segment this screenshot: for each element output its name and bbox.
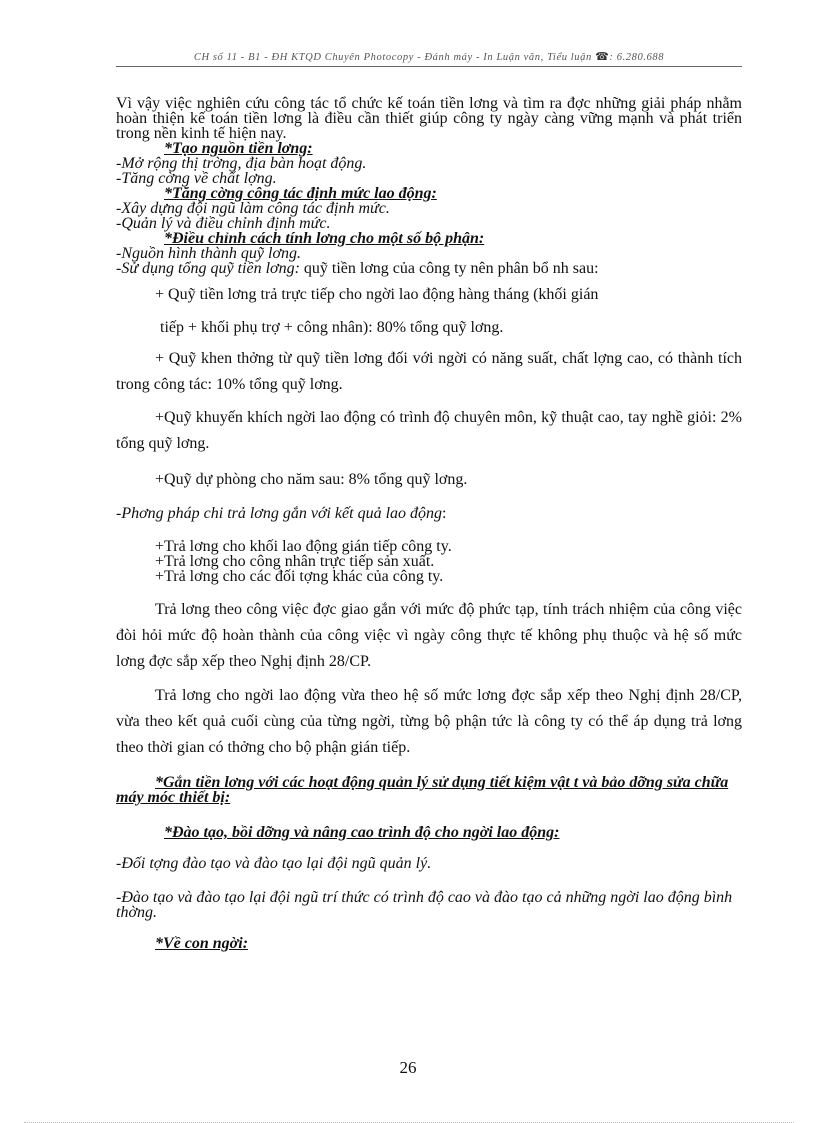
page-header [116,50,742,64]
list-item [116,261,742,276]
telephone-icon: ☎ [595,51,610,63]
header-text: CH số 11 - B1 - ĐH KTQD Chuyên Photocopy - Đánh máy - In Luận văn, Tiểu luận [193,52,592,63]
heading-salary-source: *Tạo nguồn tiền lơng: [164,140,313,157]
fund-item: + Quỹ khen thởng từ quỹ tiền lơng đối với ngời có năng suất, chất lợng cao, có thành tích trong công tác: 10% tổng quỹ lơng. [116,350,742,393]
fund-item: +Quỹ khuyến khích ngời lao động có trình độ chuyên môn, kỹ thuật cao, tay nghề giỏi: 2% tổng quỹ lơng. [116,409,742,452]
payment-item: +Trả lơng cho các đối tợng khác của công ty. [155,568,444,585]
payment-item: +Trả lơng cho công nhân trực tiếp sản xuất. [155,553,435,570]
method-heading [116,504,742,524]
page-number: 26 [399,1058,417,1077]
heading-training: *Đào tạo, bồi dỡng và nâng cao trình độ cho ngời lao động: [164,824,560,841]
intro-paragraph: Vì vậy việc nghiên cứu công tác tổ chức kế toán tiền lơng và tìm ra đợc những giải pháp nhằm hoàn thiện kế toán tiền lơng là điều cần thiết giúp công ty ngày càng vững mạnh và phát triển trong nền kinh tế hiện nay. [116,95,742,142]
heading-people: *Về con ngời: [155,935,249,952]
list-item-rest: quỹ tiền lơng của công ty nên phân bổ nh sau: [299,260,599,277]
fund-item: +Quỹ dự phòng cho năm sau: 8% tổng quỹ lơng. [155,471,468,488]
list-item: -Mở rộng thị trờng, địa bàn hoạt động. [116,155,367,172]
fund-item: + Quỹ tiền lơng trả trực tiếp cho ngời lao động hàng tháng (khối gián [155,286,599,303]
method-heading-colon: : [442,505,447,522]
header-phone: : 6.280.688 [609,52,665,63]
list-item: -Xây dựng đội ngũ làm công tác định mức. [116,200,390,217]
worker-paragraph: Trả lơng cho ngời lao động vừa theo hệ số mức lơng đợc sắp xếp theo Nghị định 28/CP, vừa theo kết quả cuối cùng của từng ngời, từng bộ phận tức là công ty có thể áp dụng trả lơng theo thời gian có thởng cho bộ phận gián tiếp. [116,687,742,756]
heading-link-management: *Gắn tiền lơng với các hoạt động quản lý sử dụng tiết kiệm vật t và bảo dỡng sửa chữa máy móc thiết bị: [116,774,729,806]
list-item: -Tăng cờng về chất lợng. [116,170,277,187]
list-item: -Quản lý và điều chỉnh định mức. [116,215,331,232]
list-item: -Nguồn hình thành quỹ lơng. [116,245,301,262]
list-item: -Đào tạo và đào tạo lại đội ngũ trí thức có trình độ cao và đào tạo cả những ngời lao động bình thờng. [116,889,733,921]
fund-item-continued: tiếp + khối phụ trợ + công nhân): 80% tổng quỹ lơng. [160,319,504,336]
page-body [116,96,742,954]
list-item: -Đối tợng đào tạo và đào tạo lại đội ngũ quản lý. [116,855,432,872]
heading-labor-norm: *Tăng cờng công tác định mức lao động: [164,185,437,202]
work-paragraph: Trả lơng theo công việc đợc giao gắn với mức độ phức tạp, tính trách nhiệm của công việc đòi hỏi mức độ hoàn thành của công việc vì ngày công thực tế không phụ thuộc và hệ số mức lơng đợc sắp xếp theo Nghị định 28/CP. [116,601,742,670]
list-item-lead: -Sử dụng tổng quỹ tiền lơng: [116,260,300,277]
header-rule [116,66,742,67]
payment-item: +Trả lơng cho khối lao động gián tiếp công ty. [155,538,452,555]
heading-salary-adjust: *Điều chỉnh cách tính lơng cho một số bộ phận: [164,230,485,247]
method-heading-text: -Phơng pháp chi trả lơng gắn với kết quả lao động [116,505,443,522]
